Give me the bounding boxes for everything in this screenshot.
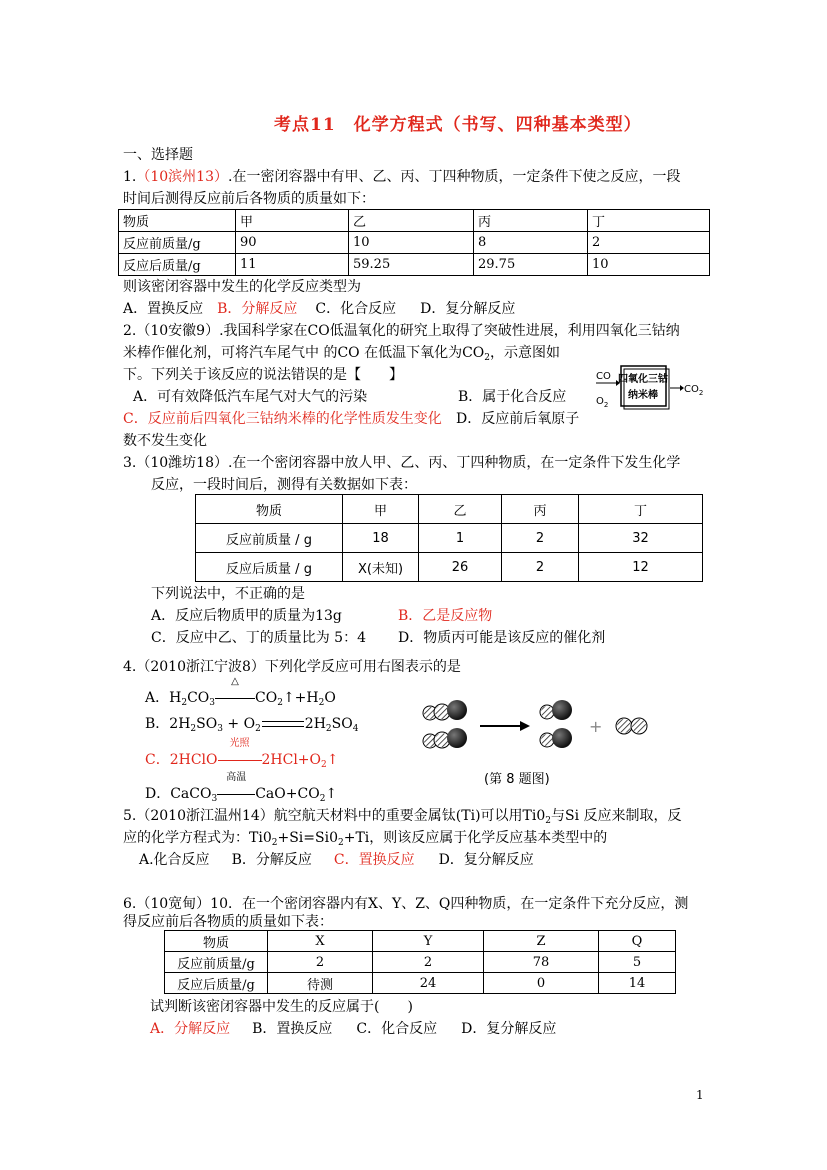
q3-option-a: A．反应后物质甲的质量为13g [151,608,342,624]
q3-question: 下列说法中，不正确的是 [151,586,305,602]
q2-option-b: B．属于化合反应 [458,389,567,405]
q2-answer: C．反应前后四氧化三钴纳米棒的化学性质发生变化 [123,411,442,427]
q3-option-d: D．物质丙可能是该反应的催化剂 [398,630,606,646]
molecule-product-2 [540,728,572,748]
table-row: 反应前质量 / g 18 1 2 32 [196,524,703,553]
molecule-product-1 [540,700,572,720]
molecule-reactant-1 [423,700,467,720]
reaction-arrow [480,721,530,731]
q1-question: 则该密闭容器中发生的化学反应类型为 [123,279,361,295]
q4-option-a: A．$H_2CO_3$ △ $CO_2↑+H_2O$ [145,676,336,708]
q1-source: （10滨州13） [136,169,228,185]
q1-options: A．置换反应 B．分解反应 C．化合反应 D．复分解反应 [123,301,516,317]
q4-option-d: D．CaCO$_3$ 高温 $CaO+CO_2↑$ [145,772,338,804]
q6-line1: 6.（10宽甸）10．在一个密闭容器内有X、Y、Z、Q四种物质，在一定条件下充分反应，测 [123,896,689,912]
q1-line1: 1.（10滨州13）.在一密闭容器中有甲、乙、丙、丁四种物质，一定条件下使之反应，一段 [123,169,681,185]
q6-answer: A．分解反应 [150,1021,231,1037]
plus-sign: + [589,717,603,736]
table-row: 反应后质量 / g X(未知) 26 2 12 [196,553,703,582]
table-row: 反应前质量/g 2 2 78 5 [165,952,676,973]
q6-options: A．分解反应 B．置换反应 C．化合反应 D．复分解反应 [150,1021,557,1037]
q3-line1: 3.（10潍坊18）.在一个密闭容器中放人甲、乙、丙、丁四种物质，在一定条件下发生化学 [123,455,681,471]
catalyst-label-2: 纳米棒 [628,390,658,401]
table-row: 反应前质量/g 90 10 8 2 [119,232,710,254]
page-title: 考点11 化学方程式（书写、四种基本类型） [274,115,642,135]
q4-option-b: B．$2H_2SO_3 + O_2$ $2H_2SO_4$ [145,716,359,734]
q5-line2: 应的化学方程式为：$Ti0_2+Si=Si0_2+Ti$，则该反应属于化学反应基本类型中的 [123,830,608,848]
diagram-input-o2: $O_2$ [596,396,609,409]
table-row: 物质 甲 乙 丙 丁 [119,210,710,232]
q4-line1: 4.（2010浙江宁波8）下列化学反应可用右图表示的是 [123,659,461,675]
molecule-product-3 [616,718,647,734]
catalyst-diagram [594,362,704,414]
q5-line1: 5.（2010浙江温州14）航空航天材料中的重要金属钛(Ti)可以用$Ti0_2$与Si 反应来制取，反 [123,808,682,826]
q3-line2: 反应，一段时间后，测得有关数据如下表： [151,477,417,493]
table-row: 物质 X Y Z Q [165,931,676,952]
reaction-figure [410,688,670,758]
q2-line3: 下。下列关于该反应的说法错误的是【 】 [123,367,403,383]
diagram-output-co2: $CO_2$ [684,384,704,397]
q2-line1: 2.（10安徽9）.我国科学家在CO低温氧化的研究上取得了突破性进展，利用四氧化三钴纳 [123,323,680,339]
q2-option-a: A．可有效降低汽车尾气对大气的污染 [133,389,368,405]
table-row: 反应后质量/g 待测 24 0 14 [165,973,676,994]
table-row: 反应后质量/g 11 59.25 29.75 10 [119,254,710,276]
q2-line2: 米棒作催化剂，可将汽车尾气中 的CO 在低温下氧化为$CO_2$，示意图如 [123,345,561,363]
q3-option-c: C．反应中乙、丁的质量比为 5：4 [151,630,366,646]
q2-line-last: 数不发生变化 [123,433,207,449]
q5-options: A.化合反应 B．分解反应 C．置换反应 D．复分解反应 [139,852,534,868]
diagram-input-co: CO [596,371,611,382]
q6-question: 试判断该密闭容器中发生的反应属于( ) [150,999,413,1015]
table-row: 物质 甲 乙 丙 丁 [196,495,703,524]
catalyst-label-1: 四氧化三钴 [618,374,668,385]
q6-table [164,930,676,994]
section-heading: 一、选择题 [123,147,193,163]
q1-answer: B．分解反应 [217,301,298,317]
q6-line2: 得反应前后各物质的质量如下表： [123,914,333,930]
q3-table [195,494,703,582]
molecule-reactant-2 [423,728,467,748]
q1-line2: 时间后测得反应前后各物质的质量如下： [123,191,375,207]
figure-caption: (第 8 题图) [484,772,550,787]
q2-option-d: D．反应前后氧原子 [456,411,580,427]
q3-answer: B．乙是反应物 [398,608,493,624]
q4-answer: C．2HClO 光照 $2HCl+O_2↑$ [145,738,339,770]
q1-table [118,209,710,276]
q5-answer: C．置换反应 [333,852,415,868]
page-number: 1 [696,1088,704,1102]
